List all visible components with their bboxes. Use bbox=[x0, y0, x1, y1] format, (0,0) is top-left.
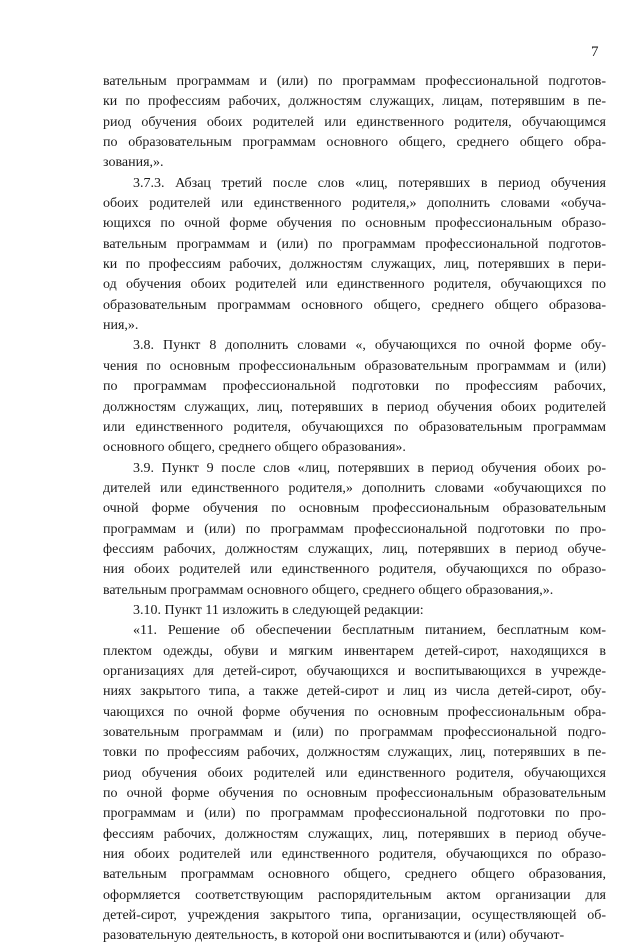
text-line: детей-сирот, учреждения закрытого типа, организации, осуществляющей об- bbox=[103, 908, 606, 924]
text-line: вательным программам основного общего, среднего общего образования, bbox=[103, 867, 606, 883]
paragraph bbox=[103, 72, 606, 174]
text-line: 3.8. Пункт 8 дополнить словами «, обучающихся по очной форме обу- bbox=[133, 338, 606, 354]
text-line: основного общего, среднего общего образования». bbox=[103, 440, 406, 456]
text-line: ющихся по очной форме обучения по основным профессиональным образо- bbox=[103, 216, 606, 232]
text-line: обоих родителей или единственного родителя,» дополнить словами «обуча- bbox=[103, 196, 606, 212]
text-line: чения по основным профессиональным образовательным программам и (или) bbox=[103, 358, 606, 374]
document-body bbox=[103, 72, 606, 947]
text-line: по программам профессиональной подготовки по профессиям рабочих, bbox=[103, 379, 606, 395]
text-line: чающихся по очной форме обучения по основным профессиональным обра- bbox=[103, 704, 606, 720]
text-line: 3.9. Пункт 9 после слов «лиц, потерявших в период обучения обоих ро- bbox=[133, 460, 606, 476]
text-line: риод обучения обоих родителей или единственного родителя, обучающихся bbox=[103, 765, 606, 781]
page-number: 7 bbox=[591, 44, 599, 60]
paragraph bbox=[103, 174, 606, 337]
text-line: ки по профессиям рабочих, должностям служащих, лицам, потерявшим в пе- bbox=[103, 94, 606, 110]
text-line: оформляется соответствующим распорядительным актом организации для bbox=[103, 887, 606, 903]
text-line: ки по профессиям рабочих, должностям служащих, лиц, потерявших в пери- bbox=[103, 257, 606, 273]
text-line: ния обоих родителей или единственного родителя, обучающихся по образо- bbox=[103, 562, 606, 578]
text-line: программам и (или) по программам профессиональной подготовки по про- bbox=[103, 806, 606, 822]
text-line: од обучения обоих родителей или единственного родителя, обучающихся по bbox=[103, 277, 606, 293]
text-line: очной форме обучения по основным профессиональным образовательным bbox=[103, 501, 606, 517]
text-line: ниях закрытого типа, а также детей-сирот и лиц из числа детей-сирот, обу- bbox=[103, 684, 606, 700]
paragraph bbox=[103, 336, 606, 458]
text-line: товки по профессиям рабочих, должностям служащих, лиц, потерявших в пе- bbox=[103, 745, 606, 761]
text-line: «11. Решение об обеспечении бесплатным питанием, бесплатным ком- bbox=[133, 623, 606, 639]
text-line: должностям служащих, лиц, потерявших в период обучения обоих родителей bbox=[103, 399, 606, 415]
text-line: фессиям рабочих, должностям служащих, лиц, потерявших в период обуче- bbox=[103, 826, 606, 842]
text-line: разовательную деятельность, в которой они воспитываются и (или) обучают- bbox=[103, 928, 565, 944]
text-line: 3.7.3. Абзац третий после слов «лиц, потерявших в период обучения bbox=[133, 175, 606, 191]
text-line: вательным программам и (или) по программам профессиональной подготов- bbox=[103, 74, 606, 89]
paragraph bbox=[103, 621, 606, 947]
text-line: ния обоих родителей или единственного родителя, обучающихся по образо- bbox=[103, 847, 606, 863]
text-line: или единственного родителя, обучающихся по образовательным программам bbox=[103, 419, 606, 435]
text-line: дителей или единственного родителя,» дополнить словами «обучающихся по bbox=[103, 480, 606, 496]
text-line: вательным программам и (или) по программам профессиональной подготов- bbox=[103, 236, 606, 252]
text-line: ния,». bbox=[103, 318, 139, 334]
paragraph bbox=[103, 601, 606, 621]
text-line: программам и (или) по программам профессиональной подготовки по про- bbox=[103, 521, 606, 537]
text-line: зования,». bbox=[103, 155, 164, 171]
text-line: риод обучения обоих родителей или единственного родителя, обучающимся bbox=[103, 114, 606, 130]
text-line: по образовательным программам основного общего, среднего общего обра- bbox=[103, 135, 606, 151]
text-line: фессиям рабочих, должностям служащих, лиц, потерявших в период обуче- bbox=[103, 541, 606, 557]
text-line: по очной форме обучения по основным профессиональным образовательным bbox=[103, 786, 606, 802]
paragraph bbox=[103, 459, 606, 601]
text-line: 3.10. Пункт 11 изложить в следующей редакции: bbox=[133, 602, 424, 618]
text-line: организациях для детей-сирот, обучающихся и воспитывающихся в учрежде- bbox=[103, 663, 606, 679]
text-line: плектом одежды, обуви и мягким инвентарем детей-сирот, находящихся в bbox=[103, 643, 606, 659]
text-line: вательным программам основного общего, среднего общего образования,». bbox=[103, 582, 554, 598]
text-line: зовательным программам и (или) по программам профессиональной подго- bbox=[103, 725, 606, 740]
text-line: образовательным программам основного общего, среднего общего образова- bbox=[103, 297, 606, 313]
